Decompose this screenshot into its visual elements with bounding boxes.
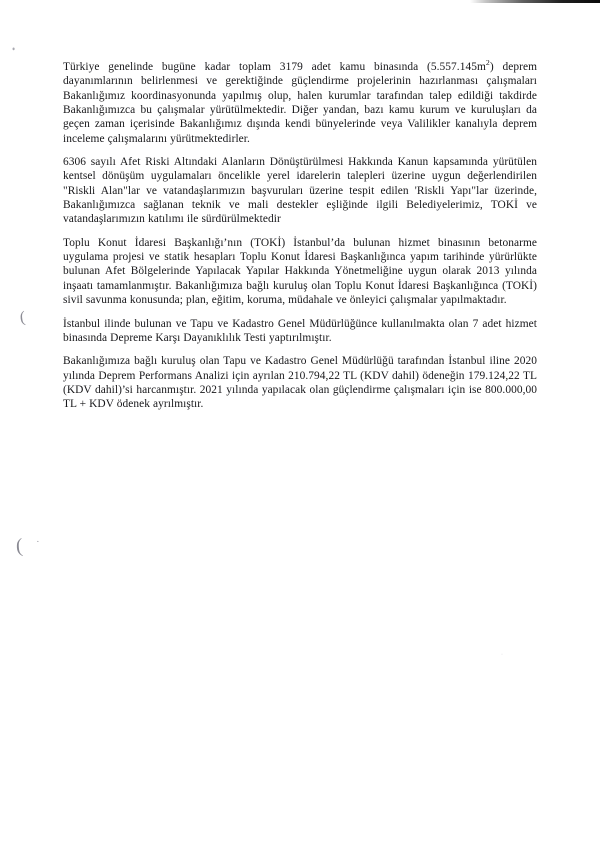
paragraph-kamu-binasi-deprem-dayanimi	[63, 60, 537, 146]
paragraph-odenek-deprem-performans-analizi: Bakanlığımıza bağlı kuruluş olan Tapu ve Kadastro Genel Müdürlüğü tarafından İstanbul iline 2020 yılında Deprem Performans Analizi için ayrılan 210.794,22 TL (KDV dahil) ödeneğin 179.124,22 TL (KDV dahil)’si harcanmıştır. 2021 yılında yapılacak olan güçlendirme çalışmaları için ise 800.000,00 TL + KDV ödenek ayrılmıştır.	[63, 355, 537, 411]
paragraph-6306-kentsel-donusum: 6306 sayılı Afet Riski Altındaki Alanların Dönüştürülmesi Hakkında Kanun kapsamında yürütülen kentsel dönüşüm uygulamaları öncelikle yerel idarelerin talepleri üzerine uygun değerlendirilen "Riskli Alan"lar ve vatandaşlarımızın başvuruları üzerine tespit edilen 'Riskli Yapı"lar üzerinde, Bakanlığımızca sağlanan teknik ve mali destekler eşliğinde ilgili Belediyelerimiz, TOKİ ve vatandaşlarımızın katılımı ile sürdürülmektedir	[63, 156, 537, 226]
paragraph-1-text-tail: ) deprem dayanımlarının belirlenmesi ve gerektiğinde güçlendirme projelerinin hazırlanması çalışmaları Bakanlığımız koordinasyonunda yapılmış olup, halen kurumlar tarafından talep edildiği takdirde Bakanlığımızca bu çalışmalar yürütülmektedir. Diğer yandan, bazı kamu kurum ve kuruluşları da geçen zaman içerisinde Bakanlığımız dışında kendi bünyelerinde veya Valilikler kanalıyla deprem inceleme çalışmalarını yürütmektedirler.	[63, 61, 537, 145]
paragraph-1-text-lead: Türkiye genelinde bugüne kadar toplam 3179 adet kamu binasında (5.557.145m	[63, 61, 486, 73]
document-text-body	[63, 60, 537, 412]
margin-speckle-mark-top: •	[12, 42, 16, 56]
margin-pen-mark-lower-dot: ˙	[36, 539, 40, 551]
square-meter-superscript: 2	[485, 58, 490, 68]
scan-edge-artifact-icon	[470, 0, 600, 3]
page-speckle-right: ·	[501, 652, 503, 658]
margin-pen-mark-middle: (	[19, 308, 27, 327]
margin-pen-mark-lower: (	[15, 534, 24, 558]
paragraph-toki-hizmet-binasi: Toplu Konut İdaresi Başkanlığı’nın (TOKİ) İstanbul’da bulunan hizmet binasının betonarme uygulama projesi ve statik hesapları Toplu Konut İdaresi Başkanlığınca yapım tarihinde yürürlükte bulunan Afet Bölgelerinde Yapılacak Yapılar Hakkında Yönetmeliğine uygun olarak 2013 yılında inşaatı tamamlanmıştır. Bakanlığımıza bağlı kuruluş olan Toplu Konut İdaresi Başkanlığınca (TOKİ) sivil savunma konusunda; plan, eğitim, koruma, müdahale ve önleyici çalışmalar yapılmaktadır.	[63, 236, 537, 307]
paragraph-tapu-kadastro-dayaniklilik-testi: İstanbul ilinde bulunan ve Tapu ve Kadastro Genel Müdürlüğünce kullanılmakta olan 7 adet hizmet binasında Depreme Karşı Dayanıklılık Testi yaptırılmıştır.	[63, 317, 537, 344]
